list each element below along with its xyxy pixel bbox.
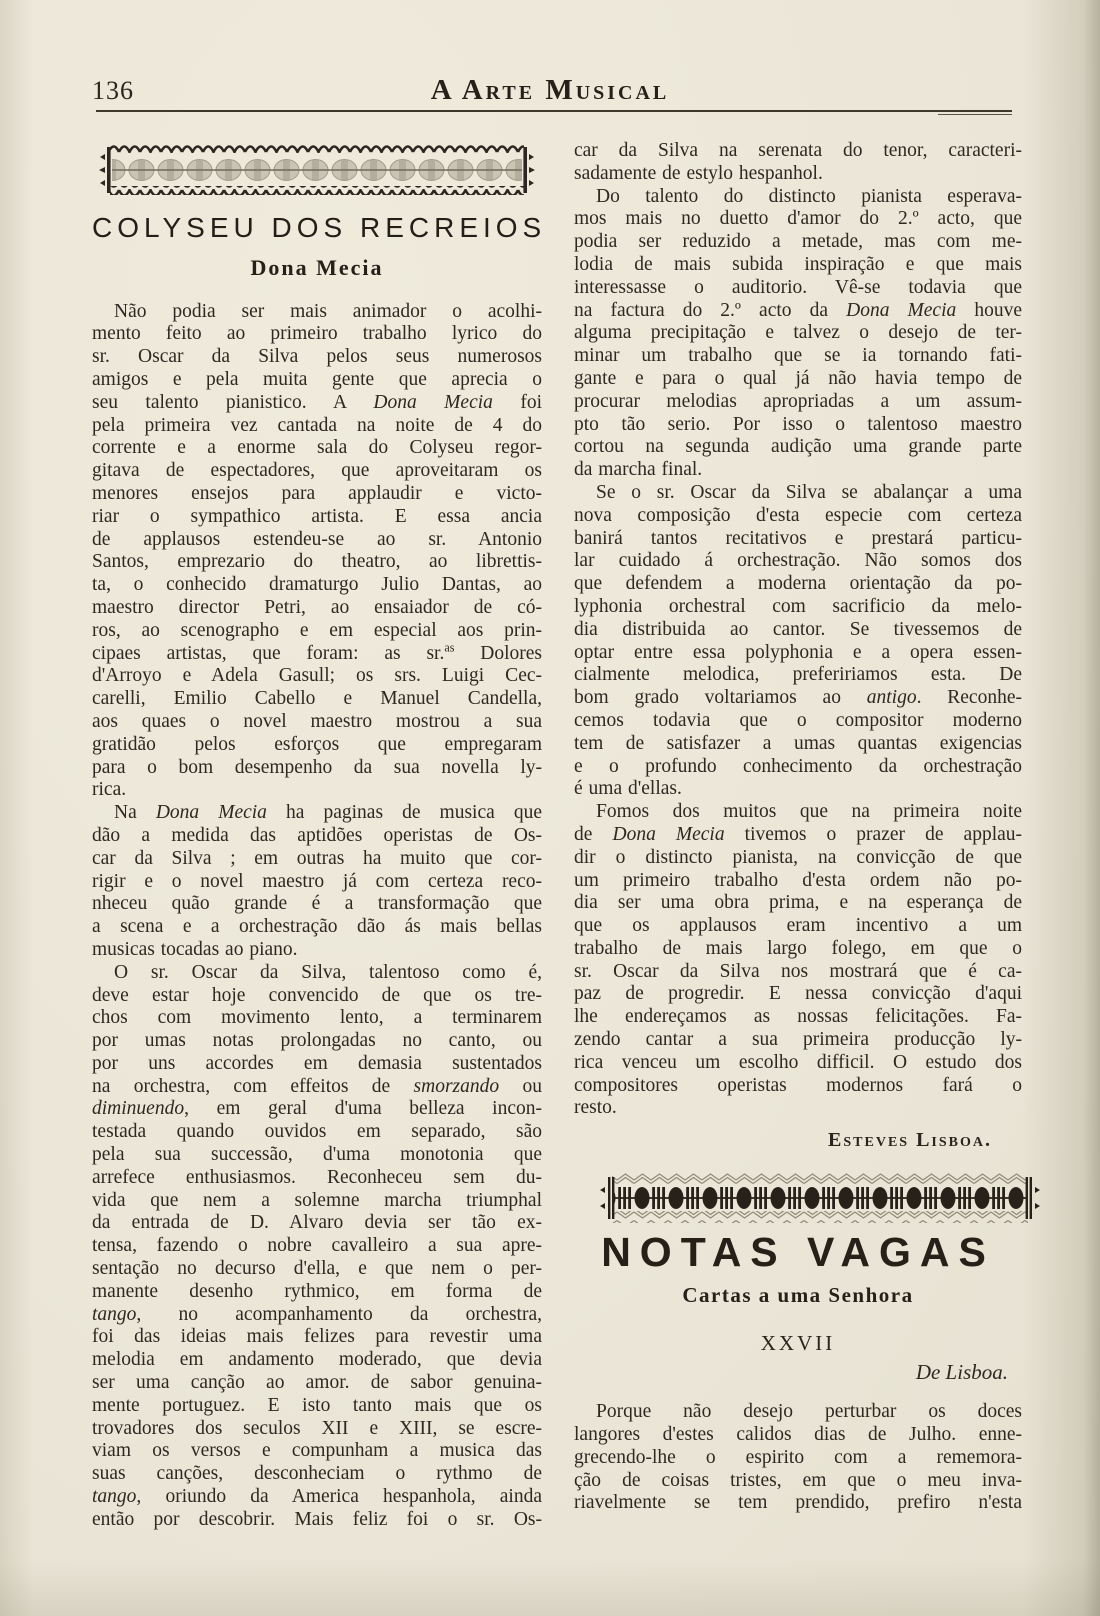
text-line: alguma precipitação e talvez o desejo de ter-	[574, 322, 1022, 344]
text-line: tem de satisfazer a umas quantas exigencias	[574, 732, 1022, 754]
text-line: optar entre essa polyphonia e a opera essen-	[574, 641, 1022, 663]
dateline: De Lisboa.	[915, 1360, 1008, 1385]
text-line: mente portuguez. E isto tanto mais que os	[92, 1394, 542, 1416]
paragraph	[574, 1401, 1022, 1515]
text-line: menores ensejos para applaudir e victo-	[92, 482, 542, 504]
section-title: NOTAS VAGAS	[601, 1229, 995, 1276]
header-rule	[96, 110, 1012, 112]
text-line: paz de progredir. E nessa convicção d'aqui	[574, 983, 1022, 1005]
author-signature: Esteves Lisboa.	[828, 1129, 992, 1152]
text-line: dia distribuida ao cantor. Se tivessemos de	[574, 618, 1022, 640]
text-line: na orchestra, com effeitos de smorzando ou	[92, 1075, 542, 1097]
text-line: Fomos dos muitos que na primeira noite	[596, 801, 1022, 823]
text-line: da marcha final.	[574, 459, 703, 481]
text-line: interessasse o auditorio. Vê-se todavia que	[574, 276, 1022, 298]
text-line: manente desenho rythmico, em forma de	[92, 1280, 542, 1302]
paragraph	[574, 186, 1022, 482]
column-left	[92, 140, 547, 1532]
article-subtitle: Dona Mecia	[250, 254, 384, 280]
text-line: trovadores dos seculos XII e XIII, se escre-	[92, 1417, 542, 1439]
text-line: da entrada de D. Alvaro devia ser tão ex-	[92, 1212, 542, 1234]
text-line: nheceu quão grande é a transformação que	[92, 893, 542, 915]
text-line: ta, o conhecido dramaturgo Julio Dantas, ao	[92, 574, 542, 596]
text-line: dão a medida das aptidões operistas de Os-	[92, 824, 542, 846]
text-line: lodia de mais subida inspiração e que mais	[574, 253, 1022, 275]
chapter-number: XXVII	[760, 1330, 836, 1355]
text-line: suas canções, desconheciam o rythmo de	[92, 1463, 542, 1485]
text-line: maestro director Petri, ao ensaiador de có-	[92, 596, 542, 618]
text-line: que os applausos eram incentivo a um	[574, 915, 1022, 937]
text-line: Porque não desejo perturbar os doces	[596, 1401, 1022, 1423]
header-rule-segment	[938, 114, 1012, 115]
text-line: resto.	[574, 1097, 617, 1119]
text-line: lyphonia orchestral com sacrificio da melo-	[574, 595, 1022, 617]
article-body-left	[92, 301, 542, 1532]
text-line: seu talento pianistico. A Dona Mecia foi	[92, 391, 542, 413]
column-right	[574, 140, 1022, 1515]
text-line: zendo cantar a sua primeira producção ly-	[574, 1029, 1022, 1051]
text-line: compositores operistas modernos fará o	[574, 1074, 1022, 1096]
text-line: sadamente de estylo hespanhol.	[574, 162, 823, 184]
text-line: O sr. Oscar da Silva, talentoso como é,	[114, 961, 542, 983]
text-line: gratidão pelos esforços que empregaram	[92, 733, 542, 755]
text-line: rigir e o novel maestro já com certeza reco-	[92, 870, 542, 892]
text-line: lar cuidado á orchestração. Não somos dos	[574, 550, 1022, 572]
text-line: é uma d'ellas.	[574, 778, 682, 800]
text-line: deve estar hoje convencido de que os tre-	[92, 984, 542, 1006]
article-body-right	[574, 140, 1022, 1120]
text-line: podia ser reduzido a metade, mas com me-	[574, 231, 1022, 253]
text-line: Na Dona Mecia ha paginas de musica que	[114, 802, 543, 824]
text-line: então por descobrir. Mais feliz foi o sr. Os-	[92, 1508, 542, 1530]
text-line: sentação no decurso d'ella, e que nem o per-	[92, 1258, 542, 1280]
text-line: um primeiro trabalho d'esta ordem não po-	[574, 869, 1022, 891]
text-line: riar o sympathico artista. E essa ancia	[92, 505, 542, 527]
text-line: sr. Oscar da Silva pelos seus numerosos	[92, 346, 542, 368]
text-line: cortou na segunda audição uma grande parte	[574, 436, 1022, 458]
text-line: dir o distincto pianista, na convicção de que	[574, 846, 1022, 868]
text-line: musicas tocadas ao piano.	[92, 938, 298, 960]
text-line: lhe endereçamos as nossas felicitações. Fa-	[574, 1006, 1022, 1028]
text-line: de Dona Mecia tivemos o prazer de applau-	[574, 823, 1023, 845]
text-line: ção de coisas tristes, em que o meu inva-	[574, 1469, 1022, 1491]
text-line: grecendo-lhe o espirito com a rememora-	[574, 1446, 1022, 1468]
text-line: de applausos estendeu-se ao sr. Antonio	[92, 528, 542, 550]
text-line: car da Silva ; em outras ha muito que cor-	[92, 847, 542, 869]
text-line: minar um trabalho que se ia tornando fati-	[574, 345, 1022, 367]
text-line: cemos todavia que o compositor moderno	[574, 709, 1022, 731]
text-line: tango, no acompanhamento da orchestra,	[92, 1303, 542, 1325]
text-line: por uns accordes em demasia sustentados	[92, 1052, 542, 1074]
text-line: chos com movimento lento, a terminarem	[92, 1007, 542, 1029]
text-line: na factura do 2.º acto da Dona Mecia houve	[574, 299, 1022, 321]
text-line: carelli, Emilio Cabello e Manuel Candella,	[92, 688, 542, 710]
text-line: foi das ideias mais felizes para revestir uma	[92, 1326, 542, 1348]
letter-series-title: Cartas a uma Senhora	[682, 1282, 914, 1307]
text-line: car da Silva na serenata do tenor, caracteri-	[574, 140, 1022, 161]
text-line: cipaes artistas, que foram: as sr.$^{as}$ Dolores	[92, 640, 542, 664]
text-line: ser uma canção ao amor. de sabor genuina-	[92, 1372, 542, 1394]
letter-body	[574, 1401, 1022, 1515]
text-line: aos quaes o novel maestro mostrou a sua	[92, 710, 542, 732]
text-line: por umas notas prolongadas no canto, ou	[92, 1030, 542, 1052]
text-line: cialmente melodica, prefeririamos esta. De	[574, 664, 1022, 686]
text-line: viam os versos e compunham a musica das	[92, 1440, 542, 1462]
article-title: COLYSEU DOS RECREIOS	[92, 212, 547, 243]
text-line: bom grado voltariamos ao antigo. Reconhe-	[574, 687, 1022, 709]
text-line: arrefece enthusiasmos. Reconheceu sem du-	[92, 1166, 542, 1188]
text-line: gante e para o qual já não havia tempo de	[574, 367, 1022, 389]
text-line: riavelmente se tem prendido, prefiro n'esta	[574, 1492, 1022, 1514]
text-line: banirá tantos recitativos e prestará particu-	[574, 527, 1022, 549]
text-line: diminuendo, em geral d'uma belleza incon-	[92, 1098, 542, 1120]
paragraph	[574, 140, 1022, 186]
paragraph	[92, 962, 542, 1532]
text-line: Não podia ser mais animador o acolhi-	[114, 300, 542, 322]
text-line: sr. Oscar da Silva nos mostrará que é ca-	[574, 960, 1022, 982]
text-line: mos mais no duetto d'amor do 2.º acto, que	[574, 208, 1022, 230]
text-line: ros, ao scenographo e em especial aos prin-	[92, 619, 542, 641]
text-line: tensa, fazendo o nobre cavalleiro a sua apre-	[92, 1235, 542, 1257]
text-line: corrente e a enorme sala do Colyseu regor-	[92, 437, 542, 459]
text-line: a scena e a orchestração dão ás mais bellas	[92, 916, 542, 938]
text-line: rica venceu um escolho difficil. O estudo dos	[574, 1051, 1022, 1073]
text-line: Santos, emprezario do theatro, ao librettis-	[92, 551, 542, 573]
paragraph	[574, 801, 1022, 1120]
text-line: d'Arroyo e Adela Gasull; os srs. Luigi Cec-	[92, 665, 542, 687]
text-line: gitava de espectadores, que aproveitaram os	[92, 460, 542, 482]
text-line: Se o sr. Oscar da Silva se abalançar a uma	[596, 481, 1022, 503]
paragraph	[92, 802, 542, 962]
paragraph	[574, 482, 1022, 801]
text-line: pela sua successão, d'uma monotonia que	[92, 1144, 542, 1166]
ornament-band-bars	[600, 1172, 1040, 1224]
text-line: langores d'estes calidos dias de Julho. enne-	[574, 1424, 1022, 1446]
text-line: rica.	[92, 779, 127, 801]
text-line: procurar melodias apropriadas a um assum-	[574, 390, 1022, 412]
text-line: testada quando ouvidos em separado, são	[92, 1121, 542, 1143]
text-line: amigos e pela muita gente que aprecia o	[92, 368, 542, 390]
text-line: pto tão serio. Por isso o talentoso maestro	[574, 413, 1022, 435]
text-line: trabalho de mais largo folego, em que o	[574, 937, 1022, 959]
paragraph	[92, 301, 542, 803]
text-line: melodia em andamento moderado, que devia	[92, 1349, 542, 1371]
text-line: Do talento do distincto pianista esperava-	[596, 185, 1022, 207]
text-line: tango, oriundo da America hespanhola, ainda	[92, 1486, 542, 1508]
text-line: e o profundo conhecimento da orchestração	[574, 755, 1022, 777]
text-line: vida que nem a solemne marcha triumphal	[92, 1189, 542, 1211]
text-line: pela primeira vez cantada na noite de 4 do	[92, 414, 542, 436]
text-line: que defendem a moderna orientação da po-	[574, 573, 1022, 595]
ornament-band-lenses	[98, 144, 536, 196]
text-line: nova composição d'esta especie com certeza	[574, 504, 1022, 526]
masthead-title: A Arte Musical	[430, 74, 670, 106]
text-line: dia ser uma obra prima, e na esperança de	[574, 892, 1022, 914]
text-line: mento feito ao primeiro trabalho lyrico do	[92, 323, 542, 345]
page-number: 136	[92, 76, 134, 105]
text-line: para o bom desempenho da sua novella ly-	[92, 756, 542, 778]
